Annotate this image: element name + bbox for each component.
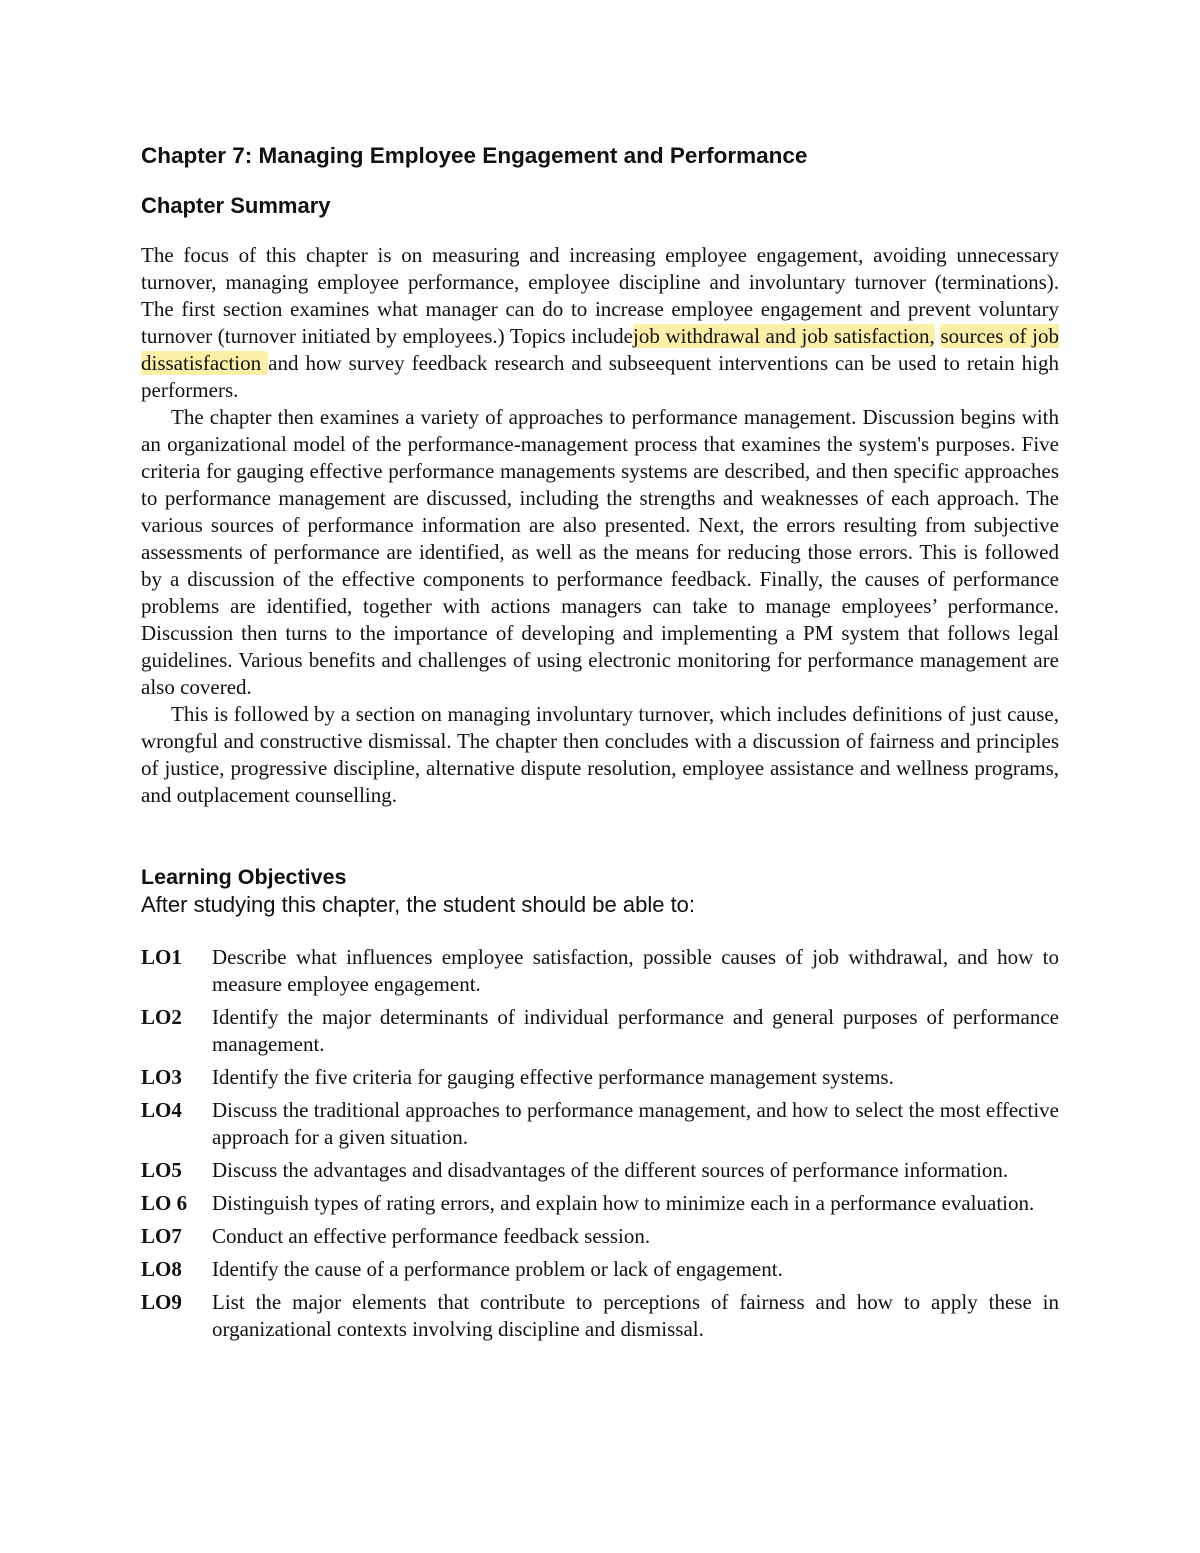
learning-objective-item — [141, 1157, 1059, 1184]
learning-objective-item — [141, 1064, 1059, 1091]
learning-objective-item — [141, 1223, 1059, 1250]
summary-heading: Chapter Summary — [141, 193, 331, 218]
lo-code: LO2 — [141, 1005, 182, 1029]
lo-code: LO1 — [141, 945, 182, 969]
learning-objectives-heading: Learning Objectives — [141, 865, 347, 889]
learning-objective-item — [141, 1289, 1059, 1343]
learning-objective-item — [141, 1256, 1059, 1283]
learning-objective-item — [141, 944, 1059, 998]
lo-code: LO3 — [141, 1065, 182, 1089]
lo-code: LO 6 — [141, 1191, 188, 1215]
chapter-title: Chapter 7: Managing Employee Engagement and Performance — [141, 143, 808, 168]
lo-text: Discuss the advantages and disadvantages of the different sources of performance information. — [212, 1158, 1009, 1182]
lo-text: Describe what influences employee satisfaction, possible causes of job withdrawal, and how to measure employee engagement. — [212, 945, 1059, 996]
chapter-summary — [141, 242, 1059, 809]
highlight-job-withdrawal: job withdrawal and job satisfaction, — [632, 324, 935, 348]
learning-objective-item — [141, 1004, 1059, 1058]
summary-paragraph-2: The chapter then examines a variety of approaches to performance management. Discussion begins with an organizational model of the performance-management process that examines the system's purposes. Five criteria for gauging effective performance managements systems are described, and then specific approaches to performance management are discussed, including the strengths and weaknesses of each approach. The various sources of performance information are also presented. Next, the errors resulting from subjective assessments of performance are identified, as well as the means for reducing those errors. This is followed by a discussion of the effective components to performance feedback. Finally, the causes of performance problems are identified, together with actions managers can take to manage employees’ performance. Discussion then turns to the importance of developing and implementing a PM system that follows legal guidelines. Various benefits and challenges of using electronic monitoring for performance management are also covered. — [141, 405, 1059, 699]
lo-code: LO8 — [141, 1257, 182, 1281]
summary-paragraph-3: This is followed by a section on managing involuntary turnover, which includes definitions of just cause, wrongful and constructive dismissal. The chapter then concludes with a discussion of fairness and principles of justice, progressive discipline, alternative dispute resolution, employee assistance and wellness programs, and outplacement counselling. — [141, 702, 1059, 807]
lo-text: Identify the five criteria for gauging effective performance management systems. — [212, 1065, 894, 1089]
lo-text: List the major elements that contribute to perceptions of fairness and how to apply these in organizational contexts involving discipline and dismissal. — [212, 1290, 1059, 1341]
summary-paragraph-1 — [141, 242, 1059, 404]
lo-code: LO9 — [141, 1290, 182, 1314]
lo-text: Conduct an effective performance feedback session. — [212, 1224, 651, 1248]
lo-code: LO5 — [141, 1158, 182, 1182]
lo-code: LO4 — [141, 1098, 182, 1122]
learning-objective-item — [141, 1097, 1059, 1151]
lo-text: Discuss the traditional approaches to performance management, and how to select the most effective approach for a given situation. — [212, 1098, 1059, 1149]
learning-objectives-list — [141, 944, 1059, 1349]
learning-objectives-intro: After studying this chapter, the student should be able to: — [141, 892, 696, 917]
lo-text: Distinguish types of rating errors, and explain how to minimize each in a performance evaluation. — [212, 1191, 1035, 1215]
highlight-job-dissatisfaction: sources of job dissatisfaction — [141, 324, 1059, 375]
lo-code: LO7 — [141, 1224, 182, 1248]
summary-p1-text: The focus of this chapter is on measuring and increasing employee engagement, avoiding unnecessary turnover, managing employee performance, employee discipline and involuntary turnover (terminations). The first section examines what manager can do to increase employee engagement and prevent voluntary turnover (turnover initiated by employees.) Topics include — [141, 243, 1059, 348]
lo-text: Identify the cause of a performance problem or lack of engagement. — [212, 1257, 783, 1281]
learning-objective-item — [141, 1190, 1059, 1217]
summary-p1-text-end: and how survey feedback research and subseequent interventions can be used to retain high performers. — [141, 351, 1059, 402]
lo-text: Identify the major determinants of individual performance and general purposes of performance management. — [212, 1005, 1059, 1056]
